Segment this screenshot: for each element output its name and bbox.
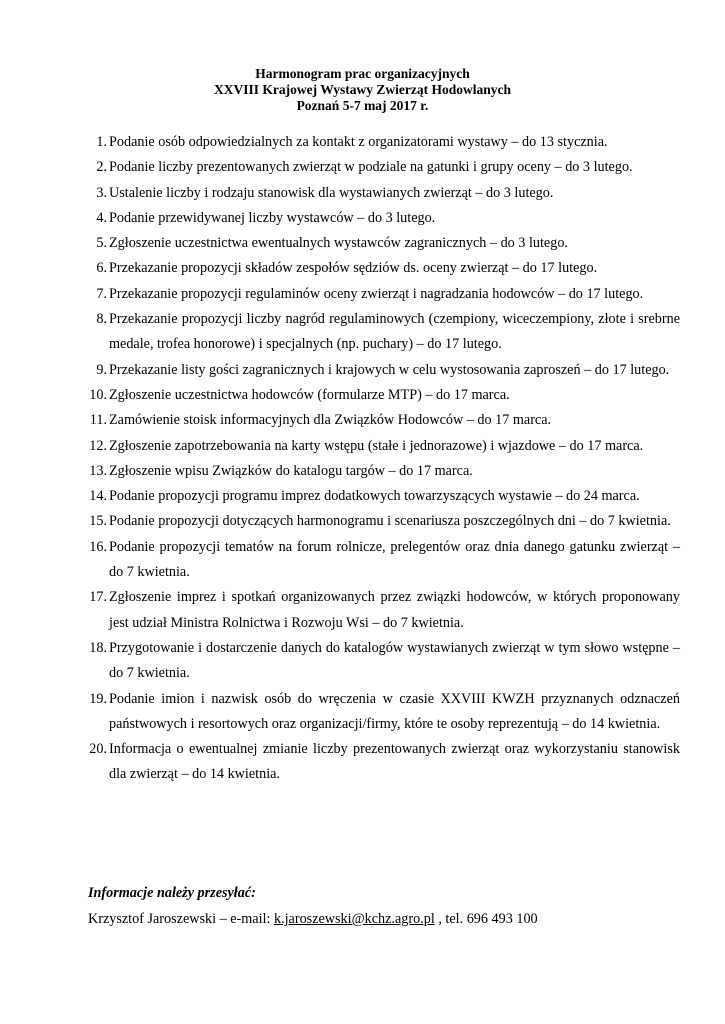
list-item-number: 7.	[96, 285, 107, 302]
list-item-text: Przekazanie propozycji regulaminów oceny zwierząt i nagradzania hodowców – do 17 lutego.	[109, 285, 644, 302]
list-item	[88, 509, 680, 534]
list-item	[88, 408, 680, 433]
list-item-text: Podanie osób odpowiedzialnych za kontakt z organizatorami wystawy – do 13 stycznia.	[109, 134, 608, 150]
document-date-line: Poznań 5-7 maj 2017 r.	[296, 98, 429, 113]
list-item	[88, 358, 680, 383]
list-item	[88, 585, 680, 636]
list-item	[88, 535, 680, 586]
list-item-text: Zgłoszenie zapotrzebowania na karty wstępu (stałe i jednorazowe) i wjazdowe – do 17 marca.	[109, 437, 644, 454]
document-subtitle: XXVIII Krajowej Wystawy Zwierząt Hodowlanych	[214, 82, 511, 97]
list-item	[88, 130, 680, 155]
list-item	[88, 231, 680, 256]
list-item-text: Ustalenie liczby i rodzaju stanowisk dla wystawianych zwierząt – do 3 lutego.	[109, 184, 554, 201]
list-item	[88, 737, 680, 788]
list-item	[88, 307, 680, 358]
list-item	[88, 687, 680, 738]
contact-prefix: Krzysztof Jaroszewski – e-mail:	[88, 911, 274, 927]
list-item-text: Podanie liczby prezentowanych zwierząt w podziale na gatunki i grupy oceny – do 3 lutego.	[109, 159, 633, 176]
list-item-number: 5.	[96, 235, 107, 252]
list-item	[88, 636, 680, 687]
contact-heading: Informacje należy przesyłać:	[88, 885, 256, 901]
list-item	[88, 459, 680, 484]
list-item-number: 4.	[96, 209, 107, 226]
list-item-number: 13.	[89, 462, 107, 479]
list-item	[88, 256, 680, 281]
list-item-text: Podanie imion i nazwisk osób do wręczenia w czasie XXVIII KWZH przyznanych odznaczeń państwowych i resortowych oraz organizacji/firmy, które te osoby reprezentują – do 14 kwietnia.	[109, 690, 680, 732]
list-item	[88, 383, 680, 408]
list-item-number: 20.	[89, 741, 107, 758]
list-item-text: Zgłoszenie uczestnictwa ewentualnych wystawców zagranicznych – do 3 lutego.	[109, 235, 568, 252]
list-item-text: Podanie propozycji tematów na forum rolnicze, prelegentów oraz dnia danego gatunku zwierząt – do 7 kwietnia.	[109, 538, 680, 581]
list-item-number: 2.	[96, 159, 107, 176]
list-item-number: 3.	[96, 184, 107, 201]
list-item	[88, 155, 680, 180]
list-item-text: Zgłoszenie imprez i spotkań organizowanych przez związki hodowców, w których proponowany jest udział Ministra Rolnictwa i Rozwoju Wsi – do 7 kwietnia.	[109, 589, 680, 631]
list-item-number: 8.	[96, 311, 107, 328]
list-item	[88, 282, 680, 307]
list-item-number: 10.	[89, 386, 107, 403]
list-item-text: Przekazanie propozycji liczby nagród regulaminowych (czempiony, wiceczempiony, złote i srebrne medale, trofea honorowe) i specjalnych (np. puchary) – do 17 lutego.	[109, 311, 680, 353]
list-item-text: Podanie przewidywanej liczby wystawców – do 3 lutego.	[109, 209, 436, 226]
list-item-number: 1.	[96, 134, 107, 150]
list-item	[88, 434, 680, 459]
list-item-number: 19.	[89, 690, 107, 707]
list-item	[88, 484, 680, 509]
list-item-text: Zamówienie stoisk informacyjnych dla Związków Hodowców – do 17 marca.	[109, 412, 552, 429]
contact-suffix: , tel. 696 493 100	[434, 911, 538, 927]
list-item-number: 18.	[89, 639, 107, 656]
list-item	[88, 181, 680, 206]
list-item-text: Przekazanie listy gości zagranicznych i krajowych w celu wystosowania zaproszeń – do 17 lutego.	[109, 361, 670, 378]
list-item-number: 9.	[96, 361, 107, 378]
list-item-text: Przygotowanie i dostarczenie danych do katalogów wystawianych zwierząt w tym słowo wstępne – do 7 kwietnia.	[109, 639, 680, 682]
email-link[interactable]: k.jaroszewski@kchz.agro.pl	[273, 911, 435, 927]
document-title: Harmonogram prac organizacyjnych	[255, 66, 470, 81]
list-item-number: 15.	[89, 513, 107, 530]
list-item-number: 14.	[89, 488, 107, 505]
list-item-text: Zgłoszenie uczestnictwa hodowców (formularze MTP) – do 17 marca.	[109, 386, 510, 403]
list-item-number: 17.	[89, 589, 107, 606]
list-item-number: 16.	[89, 538, 107, 555]
list-item	[88, 206, 680, 231]
list-item-text: Podanie propozycji dotyczących harmonogramu i scenariusza poszczególnych dni – do 7 kwietnia.	[109, 513, 671, 530]
list-item-text: Zgłoszenie wpisu Związków do katalogu targów – do 17 marca.	[109, 462, 473, 479]
list-item-number: 6.	[96, 260, 107, 277]
list-item-text: Przekazanie propozycji składów zespołów sędziów ds. oceny zwierząt – do 17 lutego.	[109, 260, 598, 277]
list-item-text: Informacja o ewentualnej zmianie liczby prezentowanych zwierząt oraz wykorzystaniu stanowisk dla zwierząt – do 14 kwietnia.	[109, 741, 680, 783]
list-item-number: 11.	[89, 412, 107, 429]
task-list	[88, 130, 680, 788]
list-item-number: 12.	[89, 437, 107, 454]
list-item-text: Podanie propozycji programu imprez dodatkowych towarzyszących wystawie – do 24 marca.	[109, 488, 640, 505]
contact-line	[88, 911, 538, 928]
